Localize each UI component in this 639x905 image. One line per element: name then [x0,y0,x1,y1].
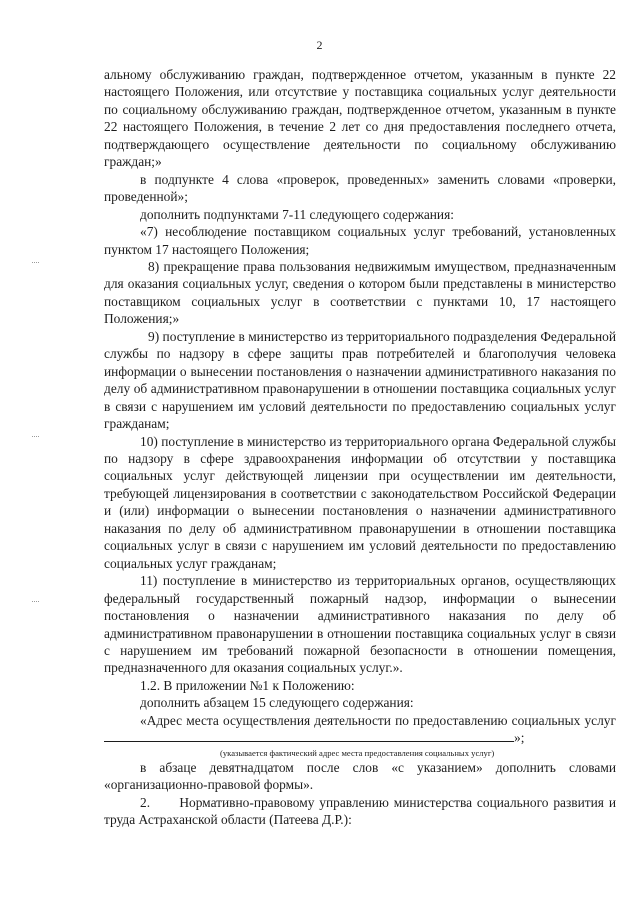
address-line-note: (указывается фактический адрес места предоставления социальных услуг) [220,747,495,758]
margin-mark [32,601,39,606]
paragraph-add-paragraph-15: дополнить абзацем 15 следующего содержания: [140,695,414,711]
paragraph-add-subitems: дополнить подпунктами 7-11 следующего содержания: [140,206,454,222]
address-blank-line [104,729,514,742]
paragraph-section-1-2: 1.2. В приложении №1 к Положению: [140,677,355,693]
margin-mark [32,436,39,441]
address-line-text: «Адрес места осуществления деятельности по предоставлению социальных услуг [140,712,616,728]
paragraph-item-11: 11) поступление в министерство из территориальных органов, осуществляющих федеральный государственный пожарный надзор, информации о вынесении постановления о назначении административного наказания по делу об административном правонарушении в отношении поставщика социальных услуг в связи с нарушением им требований пожарной безопасности в отношении помещения, предназначенного для оказания социальных услуг.». [104,573,616,676]
paragraph-nineteenth: в абзаце девятнадцатом после слов «с указанием» дополнить словами «организационно-правовой формы». [104,759,616,793]
paragraph-item-10: 10) поступление в министерство из территориального органа Федеральной службы по надзору в сфере здравоохранения информации об отсутствии у поставщика социальных услуг действующей лицензии при осуществлении им деятельности, требующей лицензирования в соответствии с законодательством Российской Федерации и (или) информации о вынесении постановления о назначении административного наказания по делу об административном правонарушении в отношении поставщика социальных услуг в связи с нарушением им условий деятельности по предоставлению социальных услуг гражданам; [104,433,616,571]
paragraph-item-7: «7) несоблюдение поставщиком социальных услуг требований, установленных пунктом 17 настоящего Положения; [104,224,616,257]
paragraph-section-2: 2. Нормативно-правовому управлению министерства социального развития и труда Астраханской области (Патеева Д.Р.): [104,794,616,828]
document-body [104,66,616,828]
paragraph-continuation: альному обслуживанию граждан, подтвержденное отчетом, указанным в пункте 22 настоящего Положения, или отсутствие у поставщика социальных услуг деятельности по социальному обслуживанию граждан, подтвержденное отчетом, указанным в пункте 22 настоящего Положения, в течение 2 лет со дня предоставления последнего отчета, подтверждающего осуществление деятельности по социальному обслуживанию граждан;» [104,67,616,170]
paragraph-item-8: 8) прекращение права пользования недвижимым имуществом, предназначенным для оказания социальных услуг, сведения о котором были представлены в министерство поставщиком социальных услуг в соответствии с пунктами 10, 17 настоящего Положения;» [104,258,616,327]
paragraph-subitem-4: в подпункте 4 слова «проверок, проведенных» заменить словами «проверки, проведенной»; [104,171,616,205]
page-number: 2 [316,38,323,52]
address-line [104,712,616,747]
address-line-end: »; [514,730,525,746]
margin-mark [32,262,39,267]
paragraph-item-9: 9) поступление в министерство из территориального подразделения Федеральной службы по надзору в сфере защиты прав потребителей и благополучия человека информации о вынесении постановления о назначении административного наказания по делу об административном правонарушении в отношении поставщика социальных услуг в связи с нарушением им условий деятельности по предоставлению социальных услуг гражданам; [104,328,616,432]
